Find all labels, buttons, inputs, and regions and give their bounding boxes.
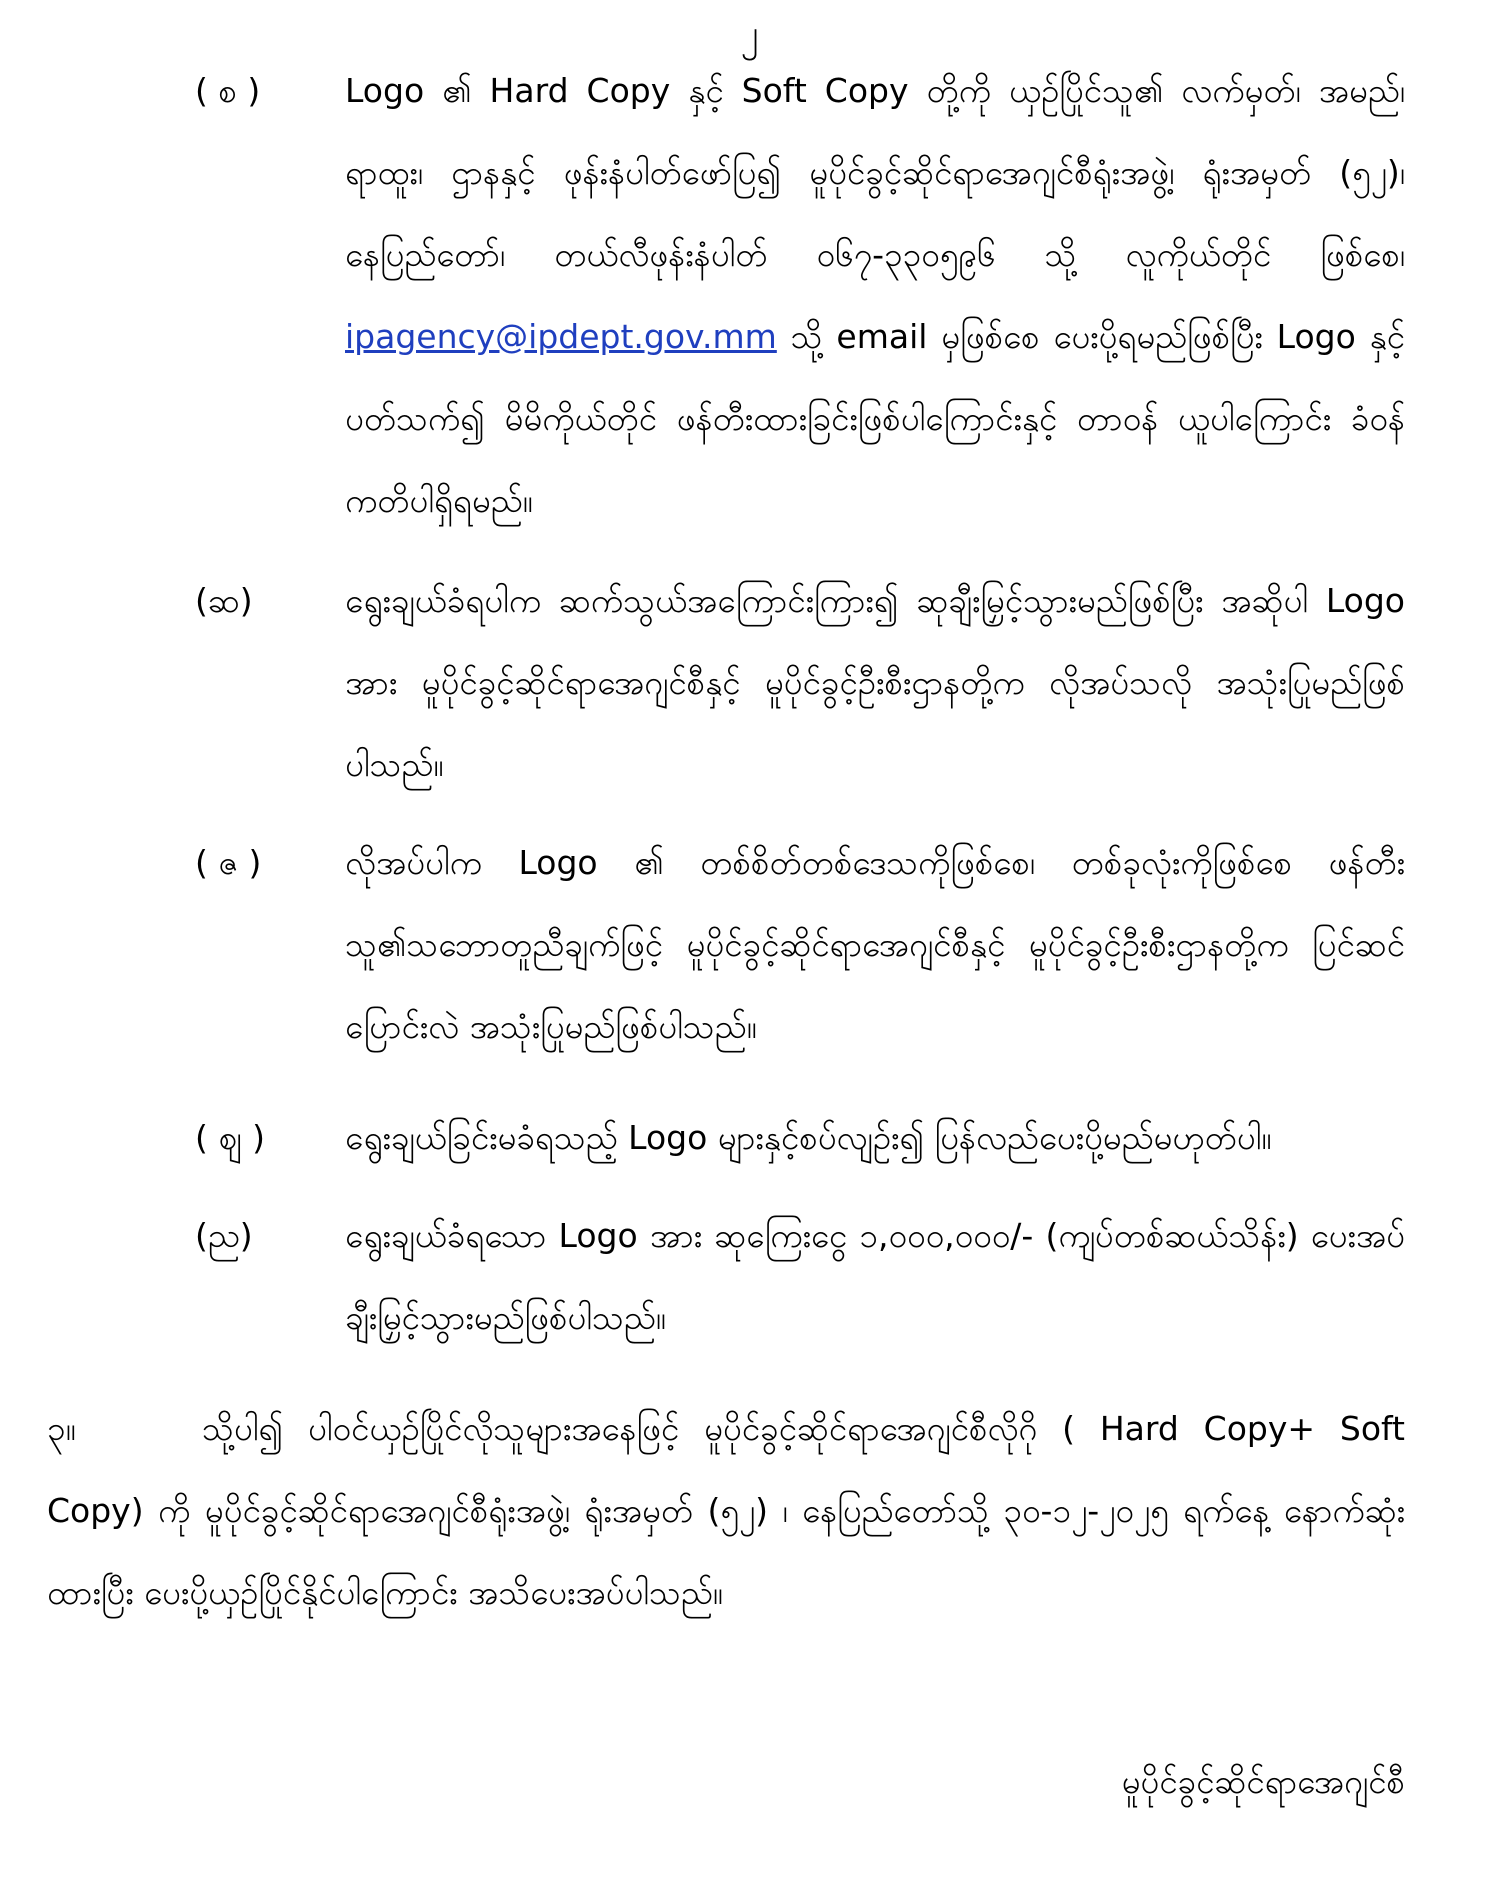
item-marker: (ည) (195, 1216, 253, 1255)
item-text: ရွေးချယ်ခံရပါက ဆက်သွယ်အကြောင်းကြား၍ ဆုချီးမြှင့်သွားမည်ဖြစ်ပြီး အဆိုပါ Logo အား မူပိုင်ခွင့်ဆိုင်ရာအေဂျင်စီနှင့် မူပိုင်ခွင့်ဦးစီးဌာနတို့က လိုအပ်သလို အသုံးပြုမည်ဖြစ်ပါသည်။ (345, 581, 1405, 784)
paragraph-number: ၃။ (47, 1409, 76, 1448)
email-link[interactable]: ipagency@ipdept.gov.mm (345, 317, 777, 356)
item-text: လိုအပ်ပါက Logo ၏ တစ်စိတ်တစ်ဒေသကိုဖြစ်စေ၊ တစ်ခုလုံးကိုဖြစ်စေ ဖန်တီး သူ၏သဘောတူညီချက်ဖြင့် မူပိုင်ခွင့်ဆိုင်ရာအေဂျင်စီနှင့် မူပိုင်ခွင့်ဦးစီးဌာနတို့က ပြင်ဆင်ပြောင်းလဲ အသုံးပြုမည်ဖြစ်ပါသည်။ (345, 843, 1405, 1046)
item-marker: ( ဇ ) (195, 843, 262, 882)
item-marker: ( ဈ ) (195, 1118, 265, 1157)
item-marker: (ဆ) (195, 581, 253, 620)
signature-block: မူပိုင်ခွင့်ဆိုင်ရာအေဂျင်စီ (1121, 1762, 1405, 1801)
item-text: ရွေးချယ်ခံရသော Logo အား ဆုကြေးငွေ ၁,၀၀၀,၀၀၀/- (ကျပ်တစ်ဆယ်သိန်း) ပေးအပ်ချီးမြှင့်သွားမည်ဖြစ်ပါသည်။ (345, 1216, 1405, 1337)
item-text (345, 50, 1405, 542)
item-text: ရွေးချယ်ခြင်းမခံရသည့် Logo များနှင့်စပ်လျဉ်း၍ ပြန်လည်ပေးပို့မည်မဟုတ်ပါ။ (345, 1118, 1272, 1157)
page-number: ၂ (740, 13, 759, 54)
item-text-before-link: Logo ၏ Hard Copy နှင့် Soft Copy တို့ကို ယှဉ်ပြိုင်သူ၏ လက်မှတ်၊ အမည်၊ ရာထူး၊ ဌာနနှင့် ဖုန်းနံပါတ်ဖော်ပြ၍ မူပိုင်ခွင့်ဆိုင်ရာအေဂျင်စီရုံးအဖွဲ့၊ ရုံးအမှတ် (၅၂)၊ နေပြည်တော်၊ တယ်လီဖုန်းနံပါတ် ၀၆၇-၃၃၀၅၉၆ သို့ လူကိုယ်တိုင် ဖြစ်စေ၊ (345, 71, 1405, 274)
item-text-after-link: သို့ email မှဖြစ်စေ ပေးပို့ရမည်ဖြစ်ပြီး Logo နှင့်ပတ်သက်၍ မိမိကိုယ်တိုင် ဖန်တီးထားခြင်းဖြစ်ပါကြောင်းနှင့် တာ၀န် ယူပါကြောင်း ခံ၀န်ကတိပါရှိရမည်။ (345, 317, 1405, 520)
paragraph-3 (47, 1388, 1405, 1634)
item-marker: ( စ ) (195, 71, 261, 110)
paragraph-text: သို့ပါ၍ ပါ၀င်ယှဉ်ပြိုင်လိုသူများအနေဖြင့် မူပိုင်ခွင့်ဆိုင်ရာအေဂျင်စီလိုဂို ( Hard Copy+ Soft Copy) ကို မူပိုင်ခွင့်ဆိုင်ရာအေဂျင်စီရုံးအဖွဲ့၊ ရုံးအမှတ် (၅၂) ၊ နေပြည်တော်သို့ ၃၀-၁၂-၂၀၂၅ ရက်နေ့ နောက်ဆုံးထားပြီး ပေးပို့ယှဉ်ပြိုင်နိုင်ပါကြောင်း အသိပေးအပ်ပါသည်။ (47, 1409, 1405, 1612)
